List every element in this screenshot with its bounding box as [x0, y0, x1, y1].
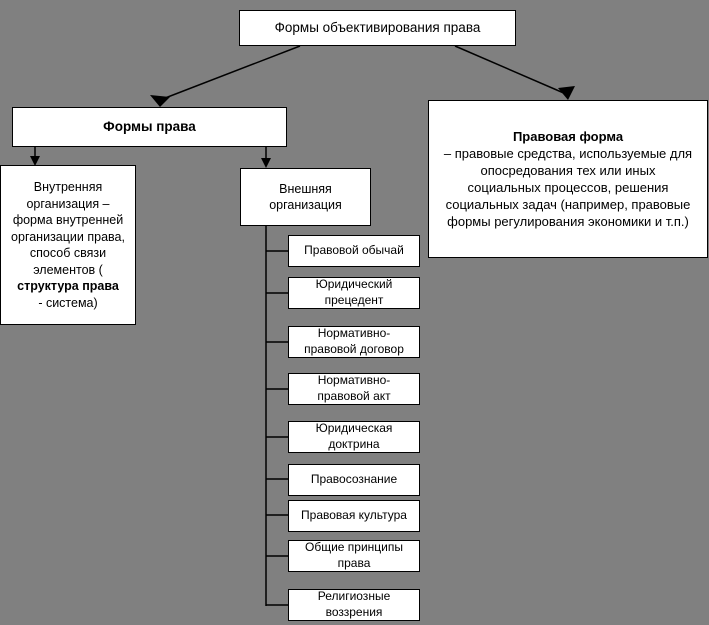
node-root-label: Формы объективирования права	[274, 20, 481, 36]
node-leaf-2-label: Юридический прецедент	[315, 277, 393, 307]
node-forms-of-law	[12, 107, 287, 147]
node-legal-form-description	[428, 100, 708, 258]
node-leaf-5	[288, 421, 420, 453]
node-leaf-1-label: Правовой обычай	[304, 243, 404, 258]
node-leaf-2	[288, 277, 420, 309]
node-leaf-4-label: Нормативно-правовой акт	[317, 373, 391, 403]
node-leaf-1	[288, 235, 420, 267]
node-internal-organization-text	[1, 179, 135, 311]
node-leaf-5-label: Юридическая доктрина	[315, 421, 393, 451]
node-leaf-8	[288, 540, 420, 572]
node-leaf-9-label: Религиозные воззрения	[317, 589, 391, 619]
node-leaf-6-label: Правосознание	[310, 472, 398, 487]
node-internal-line1: Внутренняя организация – форма внутренней организации права, способ связи элементов (	[11, 180, 125, 277]
node-leaf-6	[288, 464, 420, 496]
node-internal-organization	[0, 165, 136, 325]
node-legal-form-lead: Правовая форма	[512, 128, 624, 144]
node-leaf-8-label: Общие принципы права	[305, 540, 403, 570]
node-root	[239, 10, 516, 46]
node-internal-line2: - система)	[38, 295, 98, 310]
node-legal-form-rest: – правовые средства, используемые для опосредования тех или иных социальных процессов, решения социальных задач (например, правовые формы регулирования экономики и т.п.)	[443, 145, 693, 230]
node-leaf-3	[288, 326, 420, 358]
node-leaf-4	[288, 373, 420, 405]
node-leaf-9	[288, 589, 420, 621]
node-internal-bold: структура права	[17, 279, 119, 293]
node-external-organization-label: Внешняя организация	[269, 181, 342, 212]
node-leaf-3-label: Нормативно-правовой договор	[304, 326, 404, 356]
node-leaf-7	[288, 500, 420, 532]
node-leaf-7-label: Правовая культура	[301, 508, 407, 523]
node-external-organization	[240, 168, 371, 226]
node-legal-form-text	[437, 128, 699, 231]
node-forms-of-law-label: Формы права	[103, 119, 196, 135]
